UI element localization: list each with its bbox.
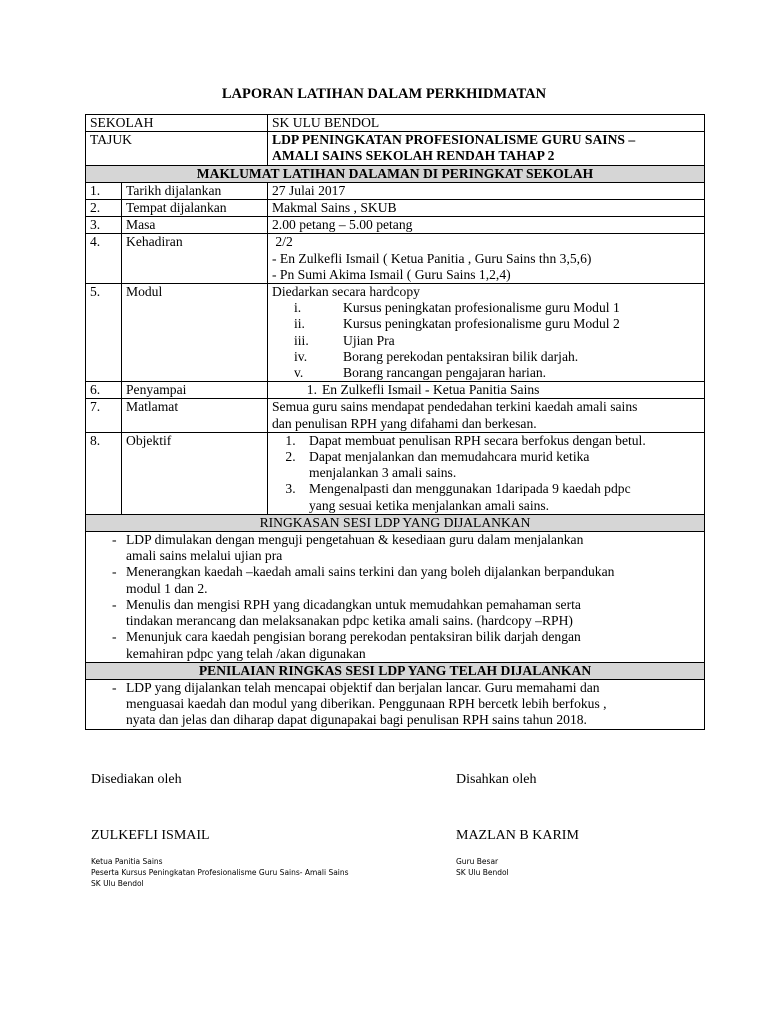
tajuk-line2: AMALI SAINS SEKOLAH RENDAH TAHAP 2 (272, 148, 555, 164)
matlamat-line: dan penulisan RPH yang difahami dan berkesan. (272, 415, 537, 431)
prepared-by-name: ZULKEFLI ISMAIL (91, 828, 210, 843)
detail-line: SK Ulu Bendol (91, 879, 144, 888)
row-label: Penyampai (122, 382, 268, 399)
row-ringkasan (86, 532, 705, 663)
item-text: Kursus peningkatan profesionalisme guru Modul 1 (343, 300, 620, 316)
row-label: Modul (122, 284, 268, 382)
kehadiran-count: 2/2 (272, 234, 293, 250)
item-number: iv. (294, 348, 308, 364)
row-value (268, 234, 705, 284)
bullet-item (90, 680, 700, 729)
list-item (272, 433, 700, 449)
section-maklumat-header: MAKLUMAT LATIHAN DALAMAN DI PERINGKAT SEKOLAH (86, 165, 705, 182)
report-table (85, 114, 705, 730)
row-objektif (86, 432, 705, 514)
sekolah-label: SEKOLAH (86, 115, 268, 132)
kehadiran-person: - Pn Sumi Akima Ismail ( Guru Sains 1,2,4) (272, 266, 511, 282)
row-masa (86, 217, 705, 234)
row-number: 6. (86, 382, 122, 399)
item-text: Kursus peningkatan profesionalisme guru Modul 2 (343, 316, 620, 332)
row-number: 3. (86, 217, 122, 234)
ringkasan-list (86, 532, 705, 663)
approved-by-name: MAZLAN B KARIM (456, 828, 579, 843)
list-item (272, 316, 700, 332)
item-text: Ujian Pra (343, 332, 395, 348)
detail-line: SK Ulu Bendol (456, 868, 509, 877)
section-penilaian-header: PENILAIAN RINGKAS SESI LDP YANG TELAH DIJALANKAN (86, 662, 705, 679)
item-text: Dapat membuat penulisan RPH secara berfokus dengan betul. (309, 432, 646, 448)
row-number: 4. (86, 234, 122, 284)
bullet-text: Menerangkan kaedah –kaedah amali sains terkini dan yang boleh dijalankan berpandukan modul 1 dan 2. (126, 564, 615, 596)
modul-intro: Diedarkan secara hardcopy (272, 284, 420, 300)
bullet-dash: - (112, 679, 117, 695)
row-modul (86, 284, 705, 382)
row-label: Tarikh dijalankan (122, 182, 268, 199)
row-label: Masa (122, 217, 268, 234)
row-value (268, 432, 705, 514)
sekolah-value: SK ULU BENDOL (268, 115, 705, 132)
row-number: 2. (86, 200, 122, 217)
bullet-text: Menulis dan mengisi RPH yang dicadangkan untuk memudahkan pemahaman serta tindakan merancang dan melaksanakan pdpc ketika amali sains. (hardcopy –RPH) (126, 596, 581, 629)
row-tempat (86, 200, 705, 217)
detail-line: Peserta Kursus Peningkatan Profesionalisme Guru Sains- Amali Sains (91, 868, 349, 877)
item-number: ii. (294, 316, 305, 332)
bullet-text: LDP yang dijalankan telah mencapai objektif dan berjalan lancar. Guru memahami dan menguasai kaedah dan modul yang diberikan. Penggunaan RPH bercetk lebih berfokus , nyata dan jelas dan diharap dapat digunapakai bagi penulisan RPH sains tahun 2018. (126, 679, 607, 728)
item-text: Borang perekodan pentaksiran bilik darjah. (343, 348, 579, 364)
row-value (268, 382, 705, 399)
row-label: Kehadiran (122, 234, 268, 284)
detail-line: Guru Besar (456, 857, 499, 866)
detail-line: Ketua Panitia Sains (91, 857, 163, 866)
row-value (268, 399, 705, 432)
report-title: LAPORAN LATIHAN DALAM PERKHIDMATAN (221, 86, 547, 102)
item-text: Borang rancangan pengajaran harian. (343, 365, 547, 381)
row-tarikh (86, 182, 705, 199)
bullet-dash: - (112, 532, 117, 548)
item-number: i. (294, 300, 302, 316)
list-item (272, 382, 700, 398)
kehadiran-person: - En Zulkefli Ismail ( Ketua Panitia , Guru Sains thn 3,5,6) (272, 250, 592, 266)
bullet-dash: - (112, 564, 117, 580)
list-item (272, 349, 700, 365)
item-text: Mengenalpasti dan menggunakan 1daripada 9 kaedah pdpc yang sesuai ketika menjalankan amali sains. (309, 481, 631, 513)
tajuk-line1: LDP PENINGKATAN PROFESIONALISME GURU SAINS – (272, 132, 636, 148)
bullet-text: LDP dimulakan dengan menguji pengetahuan & kesediaan guru dalam menjalankan amali sains melalui ujian pra (126, 532, 584, 564)
bullet-item (90, 564, 700, 596)
row-penilaian (86, 679, 705, 729)
bullet-dash: - (112, 596, 117, 612)
row-value: 27 Julai 2017 (268, 182, 705, 199)
prepared-by-label: Disediakan oleh (91, 772, 182, 787)
approved-by-label: Disahkan oleh (456, 772, 537, 787)
list-item (272, 300, 700, 316)
row-penyampai (86, 382, 705, 399)
section-ringkasan-header: RINGKASAN SESI LDP YANG DIJALANKAN (86, 514, 705, 531)
row-label: Tempat dijalankan (122, 200, 268, 217)
prepared-by-details (91, 856, 349, 889)
tajuk-label: TAJUK (86, 132, 268, 165)
item-number: 2. (285, 449, 296, 465)
row-number: 5. (86, 284, 122, 382)
row-label: Objektif (122, 432, 268, 514)
row-number: 1. (86, 182, 122, 199)
item-number: 1. (285, 432, 296, 448)
item-number: 3. (285, 481, 296, 497)
row-number: 8. (86, 432, 122, 514)
item-number: v. (294, 365, 304, 381)
list-item (272, 481, 700, 513)
item-text: En Zulkefli Ismail - Ketua Panitia Sains (322, 382, 540, 398)
bullet-item (90, 597, 700, 629)
bullet-dash: - (112, 629, 117, 645)
bullet-item (90, 532, 700, 564)
list-item (272, 365, 700, 381)
list-item (272, 449, 700, 481)
row-number: 7. (86, 399, 122, 432)
approved-by-details (456, 856, 509, 878)
row-value (268, 284, 705, 382)
row-matlamat (86, 399, 705, 432)
row-label: Matlamat (122, 399, 268, 432)
list-item (272, 333, 700, 349)
matlamat-line: Semua guru sains mendapat pendedahan terkini kaedah amali sains (272, 399, 638, 415)
bullet-item (90, 629, 700, 661)
row-value: Makmal Sains , SKUB (268, 200, 705, 217)
bullet-text: Menunjuk cara kaedah pengisian borang perekodan pentaksiran bilik darjah dengan kemahiran pdpc yang telah /akan digunakan (126, 629, 581, 661)
row-kehadiran (86, 234, 705, 284)
item-number: iii. (294, 332, 309, 348)
item-number: 1. (306, 382, 317, 398)
item-text: Dapat menjalankan dan memudahcara murid ketika menjalankan 3 amali sains. (309, 449, 590, 481)
tajuk-value (268, 132, 705, 165)
row-value: 2.00 petang – 5.00 petang (268, 217, 705, 234)
row-sekolah (86, 115, 705, 132)
row-tajuk (86, 132, 705, 165)
penilaian-content (86, 679, 705, 729)
